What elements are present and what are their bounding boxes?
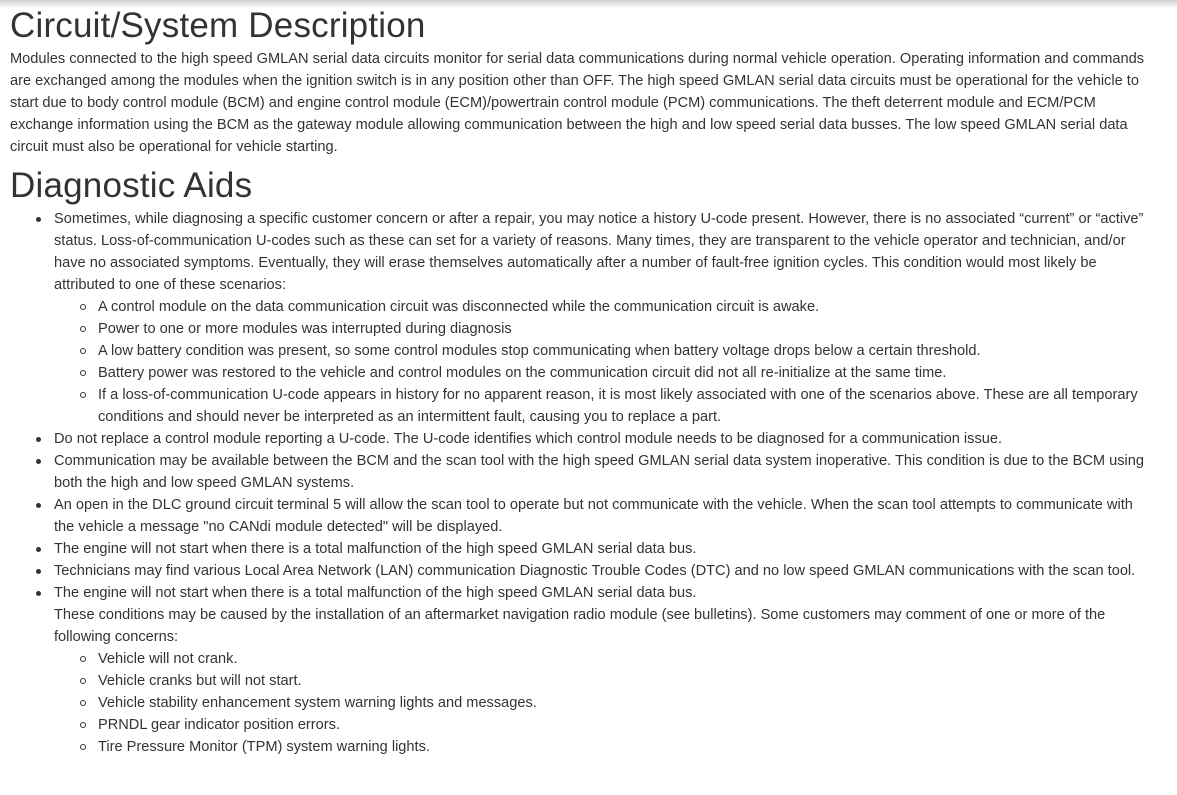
list-item-text: Communication may be available between the BCM and the scan tool with the high speed GMLAN serial data system inoperative. This condition is due to the BCM using both the high and low speed GMLAN systems. [54, 453, 1144, 491]
bullet-icon [36, 503, 41, 508]
list-item [10, 582, 1145, 758]
sub-list-item-text: Tire Pressure Monitor (TPM) system warning lights. [98, 739, 430, 755]
bullet-icon [36, 437, 41, 442]
list-item-text: Do not replace a control module reporting a U-code. The U-code identifies which control module needs to be diagnosed for a communication issue. [54, 431, 1003, 447]
sub-list-item [10, 362, 1145, 384]
circuit-description-body: Modules connected to the high speed GMLAN serial data circuits monitor for serial data communications during normal vehicle operation. Operating information and commands are exchanged among the modules when the ignition switch is in any position other than OFF. The high speed GMLAN serial data circuits must be operational for the vehicle to start due to body control module (BCM) and engine control module (ECM)/powertrain control module (PCM) communications. The theft deterrent module and ECM/PCM exchange information using the BCM as the gateway module allowing communication between the high and low speed serial data busses. The low speed GMLAN serial data circuit must also be operational for vehicle starting. [10, 51, 1145, 155]
list-item-text: Sometimes, while diagnosing a specific customer concern or after a repair, you may notice a history U-code present. However, there is no associated “current” or “active” status. Loss-of-communication U-codes such as these can set for a variety of reasons. Many times, they are transparent to the vehicle operator and technician, and/or have no associated symptoms. Eventually, they will erase themselves automatically after a number of fault-free ignition cycles. This condition would most likely be attributed to one of these scenarios: [54, 211, 1144, 293]
sub-list [54, 296, 1145, 428]
list-item-note: These conditions may be caused by the installation of an aftermarket navigation radio module (see bulletins). Some customers may comment of one or more of the following concerns: [54, 607, 1106, 645]
sub-list-item [10, 648, 1145, 670]
sub-list-item-text: If a loss-of-communication U-code appears in history for no apparent reason, it is most likely associated with one of the scenarios above. These are all temporary conditions and should never be interpreted as an intermittent fault, causing you to replace a part. [98, 387, 1138, 425]
sub-list-item-text: Vehicle stability enhancement system warning lights and messages. [98, 695, 537, 711]
circle-bullet-icon [80, 744, 86, 750]
list-item [10, 538, 1145, 560]
circuit-description-heading: Circuit/System Description [10, 6, 426, 45]
sub-list-item [10, 692, 1145, 714]
bullet-icon [36, 547, 41, 552]
circle-bullet-icon [80, 304, 86, 310]
document-content [10, 0, 1145, 758]
sub-list-item [10, 670, 1145, 692]
sub-list-item [10, 384, 1145, 428]
sub-list-item-text: A control module on the data communication circuit was disconnected while the communication circuit is awake. [98, 299, 820, 315]
sub-list-item-text: Battery power was restored to the vehicle and control modules on the communication circuit did not all re-initialize at the same time. [98, 365, 947, 381]
sub-list-item-text: Vehicle cranks but will not start. [98, 673, 302, 689]
circle-bullet-icon [80, 722, 86, 728]
sub-list-item [10, 318, 1145, 340]
list-item [10, 450, 1145, 494]
list-item [10, 428, 1145, 450]
sub-list-item [10, 714, 1145, 736]
sub-list-item [10, 296, 1145, 318]
list-item-text: Technicians may find various Local Area Network (LAN) communication Diagnostic Trouble Codes (DTC) and no low speed GMLAN communications with the scan tool. [54, 563, 1136, 579]
bullet-icon [36, 459, 41, 464]
bullet-icon [36, 591, 41, 596]
sub-list-item-text: Vehicle will not crank. [98, 651, 238, 667]
list-item-text: An open in the DLC ground circuit terminal 5 will allow the scan tool to operate but not communicate with the vehicle. When the scan tool attempts to communicate with the vehicle a message "no CANdi module detected" will be displayed. [54, 497, 1133, 535]
circle-bullet-icon [80, 326, 86, 332]
list-item [10, 208, 1145, 428]
circle-bullet-icon [80, 370, 86, 376]
circle-bullet-icon [80, 700, 86, 706]
sub-list-item-text: A low battery condition was present, so some control modules stop communicating when battery voltage drops below a certain threshold. [98, 343, 981, 359]
list-item-text: The engine will not start when there is a total malfunction of the high speed GMLAN serial data bus. [54, 585, 697, 601]
sub-list-item [10, 340, 1145, 362]
diagnostic-aids-heading: Diagnostic Aids [10, 166, 253, 205]
sub-list [54, 648, 1145, 758]
sub-list-item [10, 736, 1145, 758]
sub-list-item-text: PRNDL gear indicator position errors. [98, 717, 340, 733]
list-item-text: The engine will not start when there is a total malfunction of the high speed GMLAN serial data bus. [54, 541, 697, 557]
bullet-icon [36, 217, 41, 222]
bullet-icon [36, 569, 41, 574]
circle-bullet-icon [80, 678, 86, 684]
list-item [10, 494, 1145, 538]
circle-bullet-icon [80, 348, 86, 354]
sub-list-item-text: Power to one or more modules was interrupted during diagnosis [98, 321, 512, 337]
circle-bullet-icon [80, 656, 86, 662]
circle-bullet-icon [80, 392, 86, 398]
diagnostic-aids-list [10, 208, 1145, 758]
list-item [10, 560, 1145, 582]
